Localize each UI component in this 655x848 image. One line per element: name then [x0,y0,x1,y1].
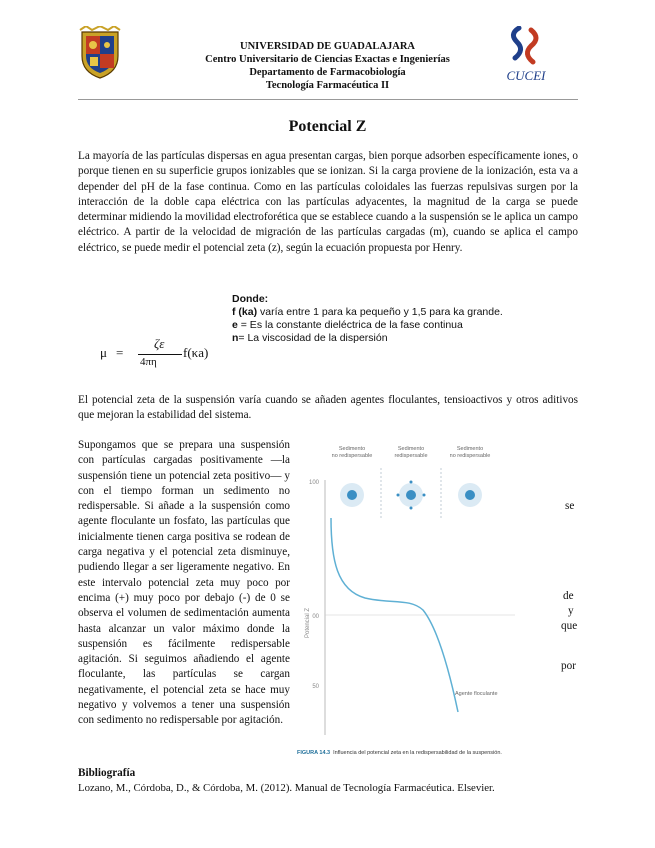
figure-label-1b: no redispersable [331,453,373,459]
legend-desc: = La viscosidad de la dispersión [238,332,388,344]
particle-diagram-1 [340,483,364,507]
figure-caption-number: FIGURA 14.3 [297,750,331,756]
legend-desc: = Es la constante dieléctrica de la fase continua [237,319,463,331]
stray-word-por: por [561,660,576,672]
figure-label-3a: Sedimento [456,446,484,452]
department-name: Departamento de Farmacobiología [249,67,406,78]
legend-item [232,306,582,319]
y-axis-label: Potencial Z [305,607,311,638]
header-block [150,40,505,92]
university-shield-logo [78,26,122,80]
university-name: UNIVERSIDAD DE GUADALAJARA [239,41,415,52]
page-title: Potencial Z [288,118,367,135]
zeta-paragraph: El potencial zeta de la suspensión varía cuando se añaden agentes floculantes, tensioactivos y otros aditivos que mejoran la estabilidad del sistema. [78,394,578,422]
zeta-potential-figure [295,440,545,758]
legend-term: e [232,319,238,331]
y-tick-label: 00 [312,614,319,620]
cucei-logo-text: CUCEI [506,68,546,83]
legend-item [232,319,582,332]
particle-diagram-3 [458,483,482,507]
legend-desc: varía entre 1 para ka pequeño y 1,5 para ka grande. [257,306,503,318]
header-divider [78,99,578,100]
center-name: Centro Universitario de Ciencias Exactas e Ingenierías [205,54,450,65]
cucei-logo [505,26,547,84]
stray-word-se: se [565,500,575,512]
stray-word-de: de [563,590,574,602]
figure-caption-text: Influencia del potencial zeta en la redispersabilidad de la suspensión. [333,750,502,756]
legend-term: n [232,332,239,344]
figure-label-1a: Sedimento [338,446,366,452]
intro-paragraph: La mayoría de las partículas dispersas en agua presentan cargas, bien porque adsorben específicamente iones, o porque tienen en su superficie grupos ionizables que se ionizan. Si la carga proviene de la ionización, esta va a depender del pH de la fase continua. Como en las partículas coloidales las fuerzas repulsivas surgen por la interacción de la doble capa eléctrica con las partículas adyacentes, la magnitud de la carga se puede determinar midiendo la movilidad electroforética que se establece cuando a la suspensión se le aplica un campo eléctrico. A partir de la velocidad de migración de las partículas cargadas (m), cuando se aplica el campo eléctrico, se puede medir el potencial zeta (z), según la ecuación propuesta por Henry. [78,150,578,254]
henry-equation [98,336,218,376]
fraction-bar [138,354,182,355]
course-name: Tecnología Farmacéutica II [265,80,390,91]
y-tick-label: 100 [308,480,319,486]
figure-label-3b: no redispersable [449,453,491,459]
stray-word-y: y [568,605,574,617]
formula-mu: μ [100,345,107,360]
particle-diagram-2 [397,481,426,510]
figure-label-2b: redispersable [394,453,428,459]
example-paragraph: Supongamos que se prepara una suspensión con partículas cargadas positivamente —la suspensión tiene un potencial zeta positivo— y con el tiempo forman un sedimento no redispersable. Si añade a la suspensión como agente floculante un fosfato, las partículas que inicialmente tienen carga positiva se rodean de carga negativa y el potencial zeta disminuye, pudiendo llegar a ser ligeramente negativo. En este intervalo potencial zeta muy poco por encima (+) muy poco por debajo (-) de 0 se observa el volumen de sedimentación aumenta hasta alcanzar un valor máximo donde la suspensión es fácilmente redispersable agitación. Si seguimos añadiendo el agente floculante, las partículas se cargan negativamente, el potencial zeta se hace muy negativo y volvemos a tener una suspensión con sedimento no redispersable por agitación. [78,439,290,727]
bibliography-reference: Lozano, M., Córdoba, D., & Córdoba, M. (2012). Manual de Tecnología Farmacéutica. Elsevier. [78,782,495,794]
stray-word-que: que [561,620,578,632]
formula-denominator: 4πη [140,356,157,368]
bibliography-heading: Bibliografía [78,767,136,779]
y-tick-label: 50 [312,684,319,690]
curve-label: Agente floculante [455,691,498,697]
legend-term: f (ka) [232,306,258,318]
formula-numerator: ζε [154,336,165,351]
figure-label-2a: Sedimento [397,446,425,452]
legend-heading: Donde: [232,293,269,305]
variables-legend [232,293,582,345]
formula-function: f(κa) [183,345,209,360]
legend-item [232,332,582,345]
figure-caption [297,750,502,756]
formula-equals: = [116,345,124,360]
